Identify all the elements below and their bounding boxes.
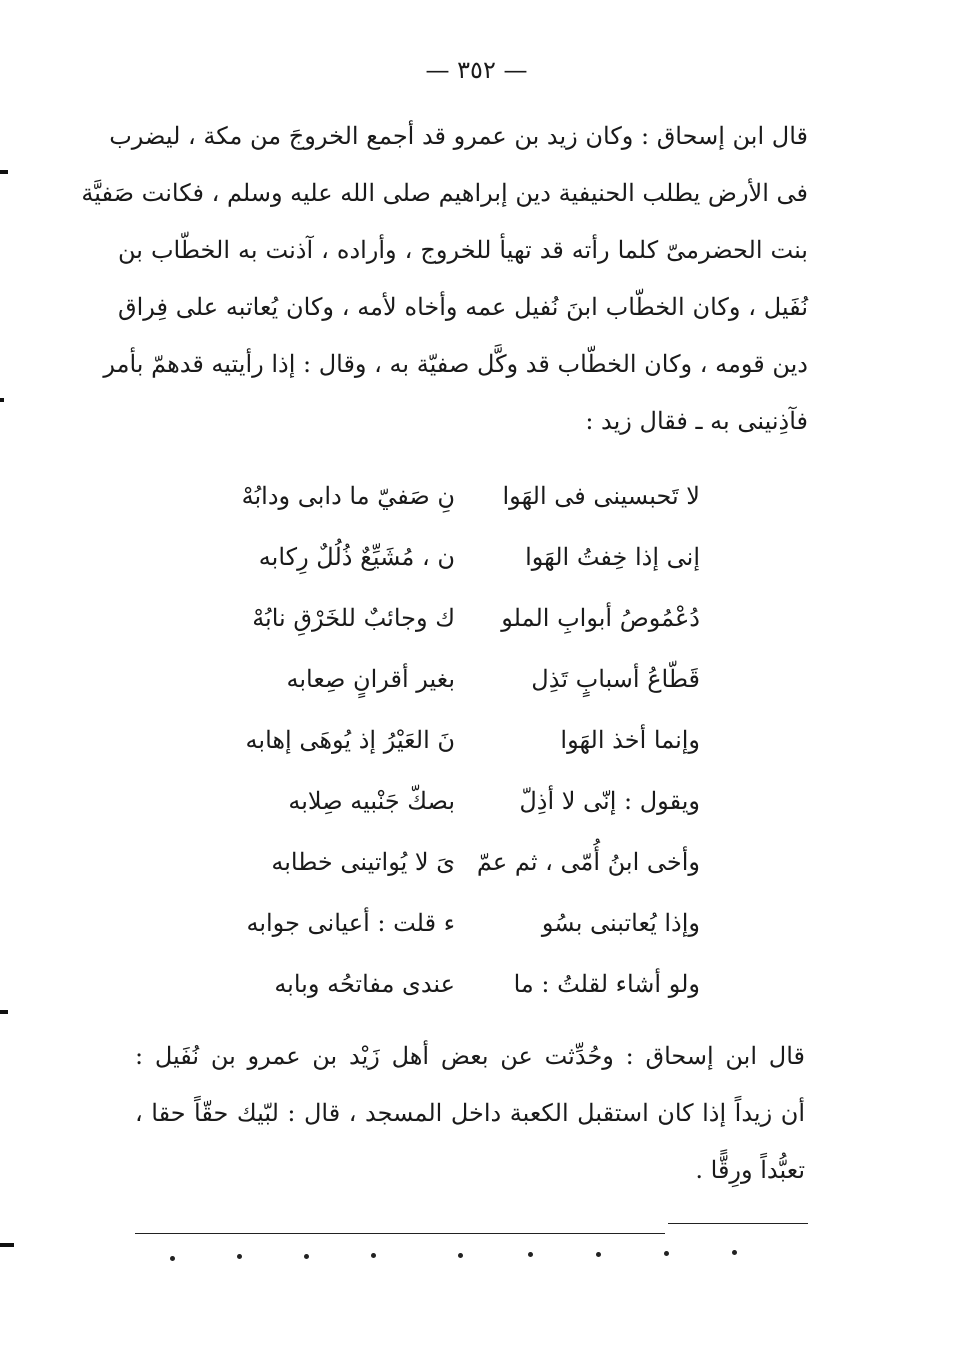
poem — [210, 465, 700, 1014]
footer-rule — [135, 1233, 665, 1234]
paragraph-line: دين قومه ، وكان الخطّاب قد وكَّل صفيّة به ، وقال : إذا رأيتيه قدهمّ بأمر — [103, 350, 808, 378]
hemistich-second: نَ العَيْرُ إذ يُوهَى إهابه — [245, 725, 455, 754]
footer-dot — [458, 1253, 463, 1258]
paragraph-1 — [81, 108, 808, 450]
footer-dot — [170, 1256, 175, 1261]
poem-verse — [210, 526, 700, 587]
page-number: — ٣٥٢ — — [425, 56, 528, 84]
poem-verse — [210, 709, 700, 770]
poem-verse — [210, 831, 700, 892]
hemistich-second: عندى مفاتحُه وبابه — [274, 969, 455, 998]
hemistich-first: قَطّاعُ أسبابٍ تَذِل — [531, 664, 700, 693]
hemistich-first: إنى إذا خِفتُ الهَوا — [525, 542, 700, 571]
hemistich-first: دُعْمُوصُ أبوابِ الملو — [501, 603, 700, 632]
poem-verse — [210, 892, 700, 953]
footer-dot — [237, 1254, 242, 1259]
footer-dot — [528, 1252, 533, 1257]
footer-dot — [664, 1251, 669, 1256]
footer-dot — [304, 1254, 309, 1259]
hemistich-second: ىَ لا يُواتينى خطابه — [271, 847, 455, 876]
hemistich-first: وإذا يُعاتبنى بسُو — [541, 908, 700, 937]
paragraph-line: قال ابن إسحاق : وحُدِّثت عن بعض أهل زَيْد بن عمرو بن نُفَيل : — [135, 1042, 805, 1070]
hemistich-first: وإنما أخذ الهَوا — [560, 725, 700, 754]
paragraph-line: نُفَيل ، وكان الخطّاب ابنَ نُفيل عمه وأخاه لأمه ، وكان يُعاتبه على فِراق — [118, 293, 808, 321]
hemistich-first: ويقول : إنّى لا أذِلّ — [519, 786, 700, 815]
footer-rule — [668, 1223, 808, 1224]
paragraph-line: بنت الحضرمىّ كلما رأته قد تهيأ للخروج ، وأراده ، آذنت به الخطّاب بن — [118, 236, 808, 264]
poem-verse — [210, 465, 700, 526]
poem-verse — [210, 648, 700, 709]
scan-margin-mark — [0, 1243, 14, 1247]
scan-margin-mark — [0, 1010, 8, 1014]
footer-dot — [596, 1252, 601, 1257]
poem-verse — [210, 587, 700, 648]
hemistich-second: بغير أقرانٍ صِعابه — [286, 664, 455, 693]
paragraph-line: فآذِنينى به ـ فقال زيد : — [585, 407, 808, 435]
hemistich-second: ء قلت : أعيانى جوابه — [246, 908, 455, 937]
hemistich-second: بصكّ جَنْبيه صِلابه — [288, 786, 455, 815]
scan-margin-mark — [0, 170, 8, 174]
poem-verse — [210, 953, 700, 1014]
paragraph-line: تعبُّداً ورِقًّا . — [695, 1156, 805, 1184]
paragraph-2 — [135, 1028, 805, 1199]
footer-dots — [160, 1248, 760, 1268]
hemistich-first: ولو أشاء لقلتُ : ما — [513, 969, 700, 998]
hemistich-second: ن ، مُشَيِّعٌ ذُلُلٌ رِكابه — [258, 542, 455, 571]
paragraph-line: قال ابن إسحاق : وكان زيد بن عمرو قد أجمع الخروجَ من مكة ، ليضرب — [109, 122, 808, 150]
hemistich-second: نِ صَفيّ ما دابى ودابُهْ — [241, 481, 455, 510]
poem-verse — [210, 770, 700, 831]
scan-margin-mark — [0, 398, 4, 402]
paragraph-line: أن زيداً إذا كان استقبل الكعبة داخل المسجد ، قال : لبّيك حقّاً حقا ، — [135, 1099, 805, 1127]
paragraph-line: فى الأرض يطلب الحنيفية دين إبراهيم صلى الله عليه وسلم ، فكانت صَفيَّة — [81, 179, 808, 207]
hemistich-first: لا تَحبسينى فى الهَوا — [502, 481, 700, 510]
footer-dot — [732, 1250, 737, 1255]
footer-dot — [371, 1253, 376, 1258]
hemistich-second: ك وجائبٌ للخَرْقِ نابُهْ — [252, 603, 455, 632]
hemistich-first: وأخى ابنُ أُمّى ، ثم عمّ — [476, 847, 700, 876]
